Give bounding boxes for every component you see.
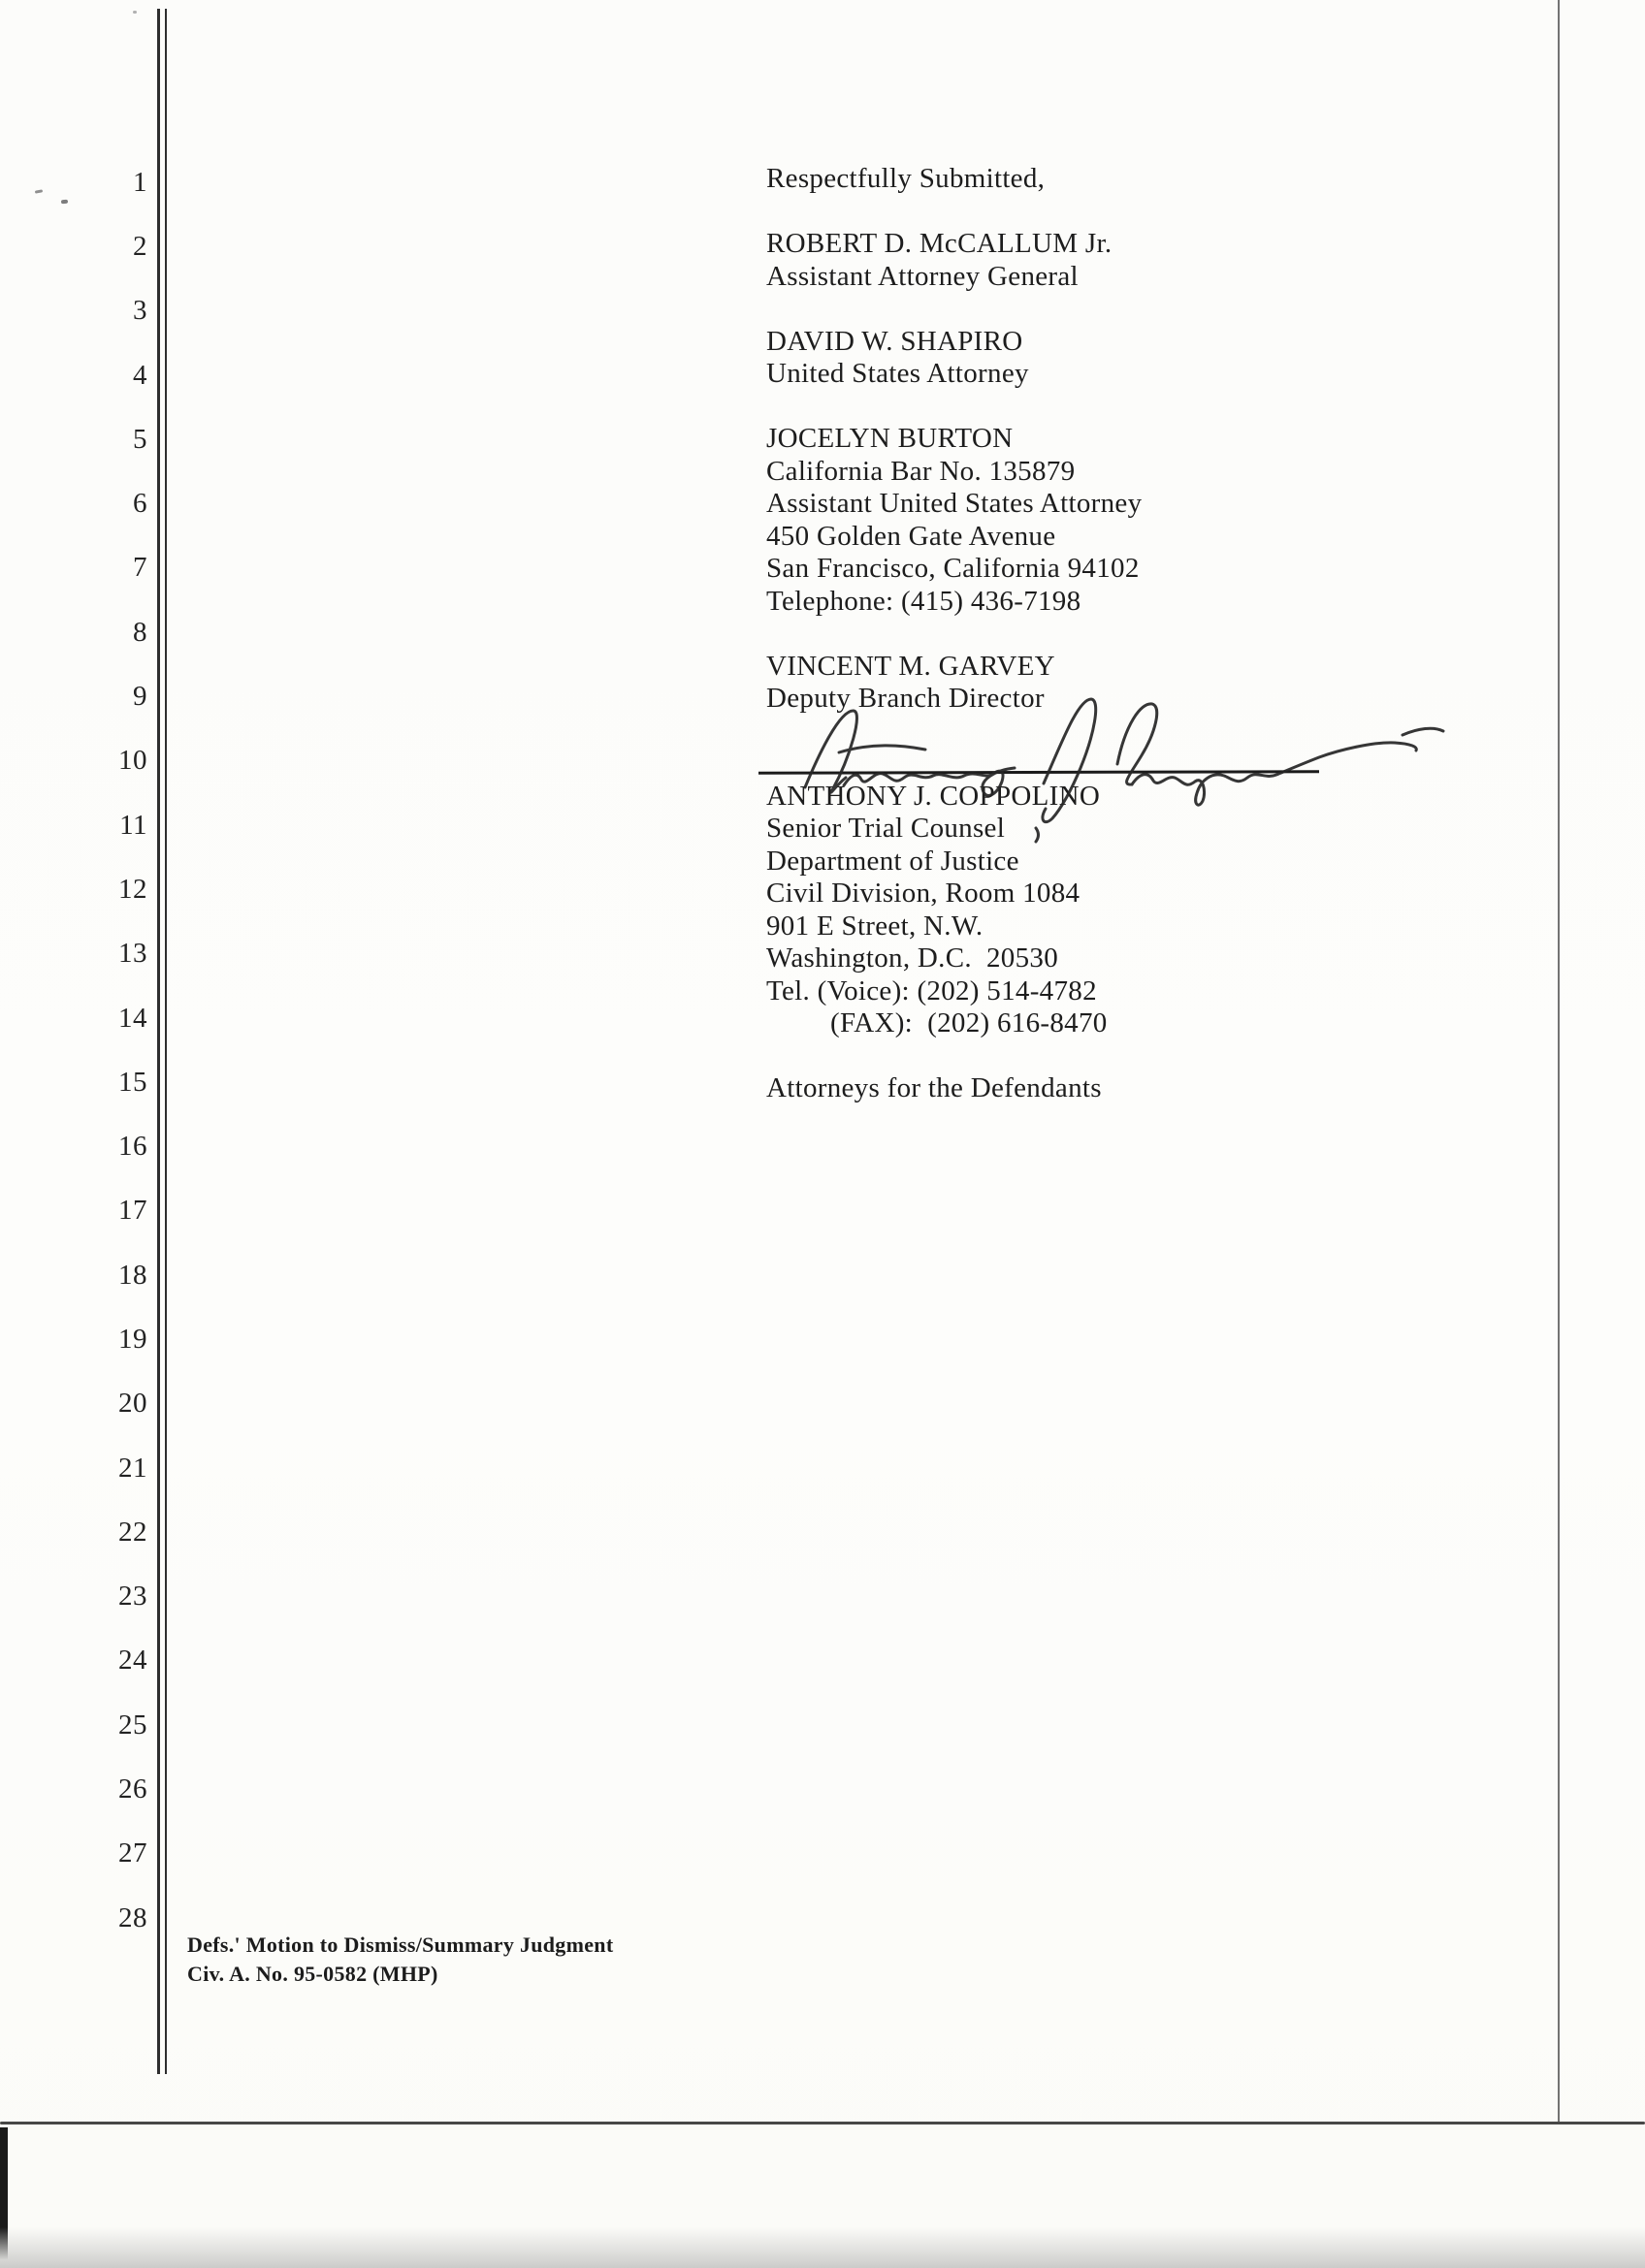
pleading-line-number: 16 [118,1131,147,1163]
pleading-line-number: 8 [133,616,147,648]
right-margin-rule [1558,0,1560,2123]
pleading-line-number: 15 [118,1066,147,1098]
footer-title: Defs.' Motion to Dismiss/Summary Judgment [187,1933,614,1957]
pleading-line-number: 9 [133,681,147,713]
document-text-line: Assistant United States Attorney [766,488,1143,519]
document-text-line: Civil Division, Room 1084 [766,878,1081,909]
pleading-line-number: 4 [133,359,147,391]
document-text-line: Deputy Branch Director [766,683,1045,714]
pleading-line-number: 7 [133,552,147,584]
pleading-line-number: 17 [118,1195,147,1227]
document-text-line: San Francisco, California 94102 [766,553,1140,584]
pleading-line-number: 25 [118,1709,147,1741]
document-text-line: California Bar No. 135879 [766,455,1076,487]
pleading-line-numbers [39,150,147,1950]
footer-case-number: Civ. A. No. 95-0582 (MHP) [187,1962,438,1986]
document-text-line: JOCELYN BURTON [766,423,1014,454]
pleading-line-number: 10 [118,745,147,777]
document-text-line: Assistant Attorney General [766,260,1079,292]
document-text-line: Senior Trial Counsel [766,813,1006,844]
document-text-line: VINCENT M. GARVEY [766,650,1055,682]
pleading-line-number: 22 [118,1516,147,1548]
document-text-line: Telephone: (415) 436-7198 [766,585,1081,617]
document-text-line: Attorneys for the Defendants [766,1072,1102,1103]
pleading-line-number: 24 [118,1645,147,1677]
left-margin-double-rule-outer [157,9,160,2074]
document-text-line: ROBERT D. McCALLUM Jr. [766,228,1113,259]
document-text-line [766,196,1465,229]
scan-bottom-shadow [0,2227,1645,2268]
document-text-line: 450 Golden Gate Avenue [766,520,1056,552]
pleading-line-number: 12 [118,873,147,905]
pleading-line-number: 3 [133,295,147,327]
pleading-line-number: 23 [118,1581,147,1613]
document-text-line: 901 E Street, N.W. [766,910,984,942]
document-text-line: DAVID W. SHAPIRO [766,325,1023,357]
document-text-line [766,293,1465,326]
pleading-line-number: 28 [118,1901,147,1933]
pleading-line-number: 5 [133,423,147,455]
pleading-line-number: 14 [118,1002,147,1034]
pleading-line-number: 20 [118,1388,147,1420]
handwritten-signature-anthony-coppolino [747,667,1503,847]
pleading-line-number: 18 [118,1259,147,1291]
pleading-line-number: 1 [133,166,147,198]
pleading-line-number: 27 [118,1837,147,1869]
document-text-line: Respectfully Submitted, [766,163,1046,194]
pleading-line-number: 19 [118,1323,147,1355]
pleading-line-number: 6 [133,488,147,520]
document-text-line: Washington, D.C. 20530 [766,942,1059,974]
document-text-line: United States Attorney [766,358,1029,389]
document-text-line [766,1040,1465,1073]
document-text-line: Department of Justice [766,845,1019,877]
pleading-line-number: 21 [118,1452,147,1484]
document-text-line: Tel. (Voice): (202) 514-4782 [766,974,1097,1006]
attorney-signature-block [766,163,1465,1105]
document-text-line: ANTHONY J. COPPOLINO [766,780,1101,812]
pleading-line-number: 26 [118,1773,147,1805]
document-text-line: (FAX): (202) 616-8470 [830,1007,1108,1038]
pleading-line-number: 2 [133,230,147,262]
left-margin-double-rule-inner [165,9,168,2074]
scan-speckle [133,11,137,14]
pleading-line-number: 13 [118,938,147,970]
document-text-line [766,618,1465,651]
document-footer [187,1931,613,1989]
document-text-line [766,391,1465,424]
pleading-line-number: 11 [119,809,147,841]
